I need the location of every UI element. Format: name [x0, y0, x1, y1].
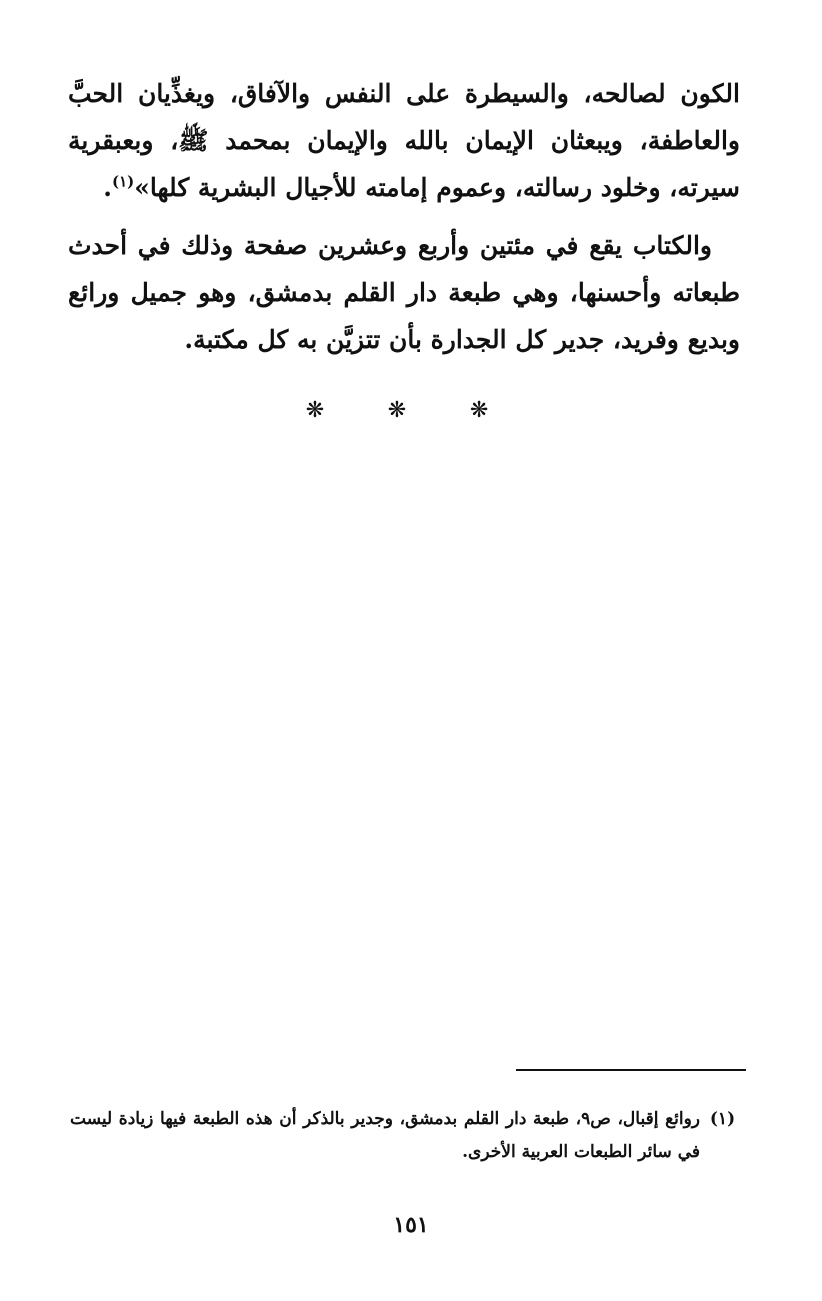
footnote-divider: [516, 1069, 746, 1071]
paragraph-1-text: الكون لصالحه، والسيطرة على النفس والآفاق، ويغذِّيان الحبَّ والعاطفة، ويبعثان الإيمان بالله والإيمان بمحمد ﷺ، وبعبقرية سيرته، وخلود رسالته، وعموم إمامته للأجيال البشرية كلها»: [68, 79, 740, 202]
footnote-text: روائع إقبال، ص٩، طبعة دار القلم بدمشق، وجدير بالذكر أن هذه الطبعة فيها زيادة ليست في سائر الطبعات العربية الأخرى.: [70, 1109, 700, 1162]
footnote-reference: (١): [112, 172, 135, 191]
page-number: ١٥١: [393, 1212, 429, 1238]
paragraph-2: والكتاب يقع في مئتين وأربع وعشرين صفحة وذلك في أحدث طبعاته وأحسنها، وهي طبعة دار القلم بدمشق، وهو جميل ورائع وبديع وفريد، جدير كل الجدارة بأن تتزيَّن به كل مكتبة.: [68, 231, 740, 354]
paragraph-continued: [68, 70, 740, 211]
paragraph-1-end: .: [103, 173, 112, 202]
footnote-number: (١): [709, 1109, 736, 1129]
section-separator: ❋ ❋ ❋: [305, 398, 517, 423]
